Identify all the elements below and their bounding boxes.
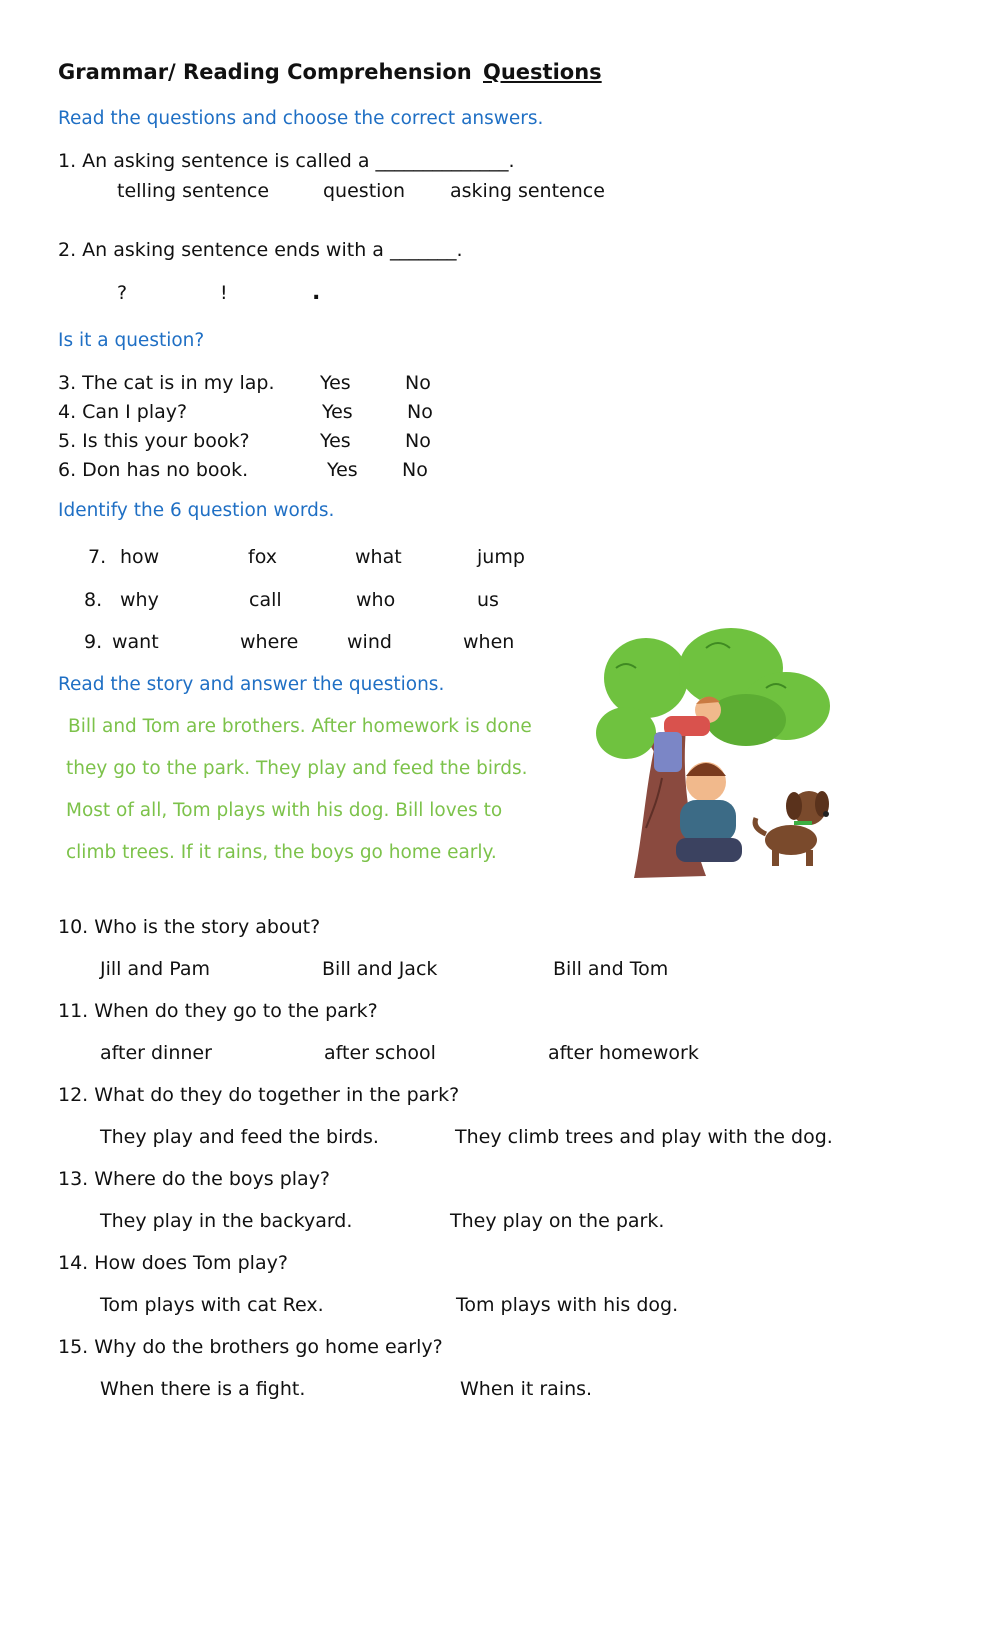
q12-option-2[interactable]: They climb trees and play with the dog. [455,1126,833,1148]
q6-yes[interactable]: Yes [327,459,358,481]
q4-no[interactable]: No [407,401,433,423]
q5-yes[interactable]: Yes [320,430,351,452]
word-row-9-number: 9. [84,631,103,653]
instruction-is-question: Is it a question? [58,330,205,351]
q11-option-3[interactable]: after homework [548,1042,699,1064]
word-row-7-number: 7. [88,546,107,568]
word-fox[interactable]: fox [248,546,277,568]
q2-option-question-mark[interactable]: ? [117,282,128,304]
q10-option-3[interactable]: Bill and Tom [553,958,669,980]
q13-option-2[interactable]: They play on the park. [450,1210,665,1232]
q14-option-1[interactable]: Tom plays with cat Rex. [100,1294,324,1316]
story-line-1: Bill and Tom are brothers. After homework is done [68,716,532,737]
question-2: 2. An asking sentence ends with a _______. [58,239,463,261]
instruction-choose: Read the questions and choose the correct answers. [58,108,544,129]
tree-boys-dog-illustration [596,628,858,880]
q2-option-period[interactable]: . [312,280,321,305]
page-title: Grammar/ Reading Comprehension [58,60,472,84]
q4-yes[interactable]: Yes [322,401,353,423]
q10-option-1[interactable]: Jill and Pam [100,958,211,980]
question-1: 1. An asking sentence is called a ______________. [58,150,515,172]
word-us[interactable]: us [477,589,499,611]
story-line-4: climb trees. If it rains, the boys go home early. [66,842,497,863]
q12-option-1[interactable]: They play and feed the birds. [100,1126,379,1148]
question-11: 11. When do they go to the park? [58,1000,378,1022]
question-15: 15. Why do the brothers go home early? [58,1336,443,1358]
q6-no[interactable]: No [402,459,428,481]
word-call[interactable]: call [249,589,282,611]
q5-no[interactable]: No [405,430,431,452]
question-12: 12. What do they do together in the park? [58,1084,460,1106]
question-4: 4. Can I play? [58,401,188,423]
question-14: 14. How does Tom play? [58,1252,288,1274]
word-who[interactable]: who [356,589,396,611]
question-3: 3. The cat is in my lap. [58,372,275,394]
word-how[interactable]: how [120,546,160,568]
q3-no[interactable]: No [405,372,431,394]
word-when[interactable]: when [463,631,515,653]
story-line-3: Most of all, Tom plays with his dog. Bill loves to [66,800,503,821]
question-10: 10. Who is the story about? [58,916,321,938]
page-subtitle: Questions [483,60,602,84]
word-jump[interactable]: jump [477,546,525,568]
question-5: 5. Is this your book? [58,430,250,452]
word-wind[interactable]: wind [347,631,392,653]
word-why[interactable]: why [120,589,159,611]
q11-option-1[interactable]: after dinner [100,1042,212,1064]
q1-option-2[interactable]: question [323,180,406,202]
q2-option-exclamation[interactable]: ! [220,282,228,304]
word-what[interactable]: what [355,546,402,568]
q1-option-3[interactable]: asking sentence [450,180,605,202]
word-want[interactable]: want [112,631,159,653]
instruction-read-story: Read the story and answer the questions. [58,674,445,695]
story-line-2: they go to the park. They play and feed the birds. [66,758,528,779]
question-13: 13. Where do the boys play? [58,1168,331,1190]
instruction-question-words: Identify the 6 question words. [58,500,335,521]
q1-option-1[interactable]: telling sentence [117,180,270,202]
q15-option-2[interactable]: When it rains. [460,1378,593,1400]
q11-option-2[interactable]: after school [324,1042,436,1064]
q14-option-2[interactable]: Tom plays with his dog. [456,1294,679,1316]
q10-option-2[interactable]: Bill and Jack [322,958,438,980]
q15-option-1[interactable]: When there is a fight. [100,1378,306,1400]
question-6: 6. Don has no book. [58,459,249,481]
q3-yes[interactable]: Yes [320,372,351,394]
word-row-8-number: 8. [84,589,103,611]
word-where[interactable]: where [240,631,299,653]
q13-option-1[interactable]: They play in the backyard. [100,1210,353,1232]
